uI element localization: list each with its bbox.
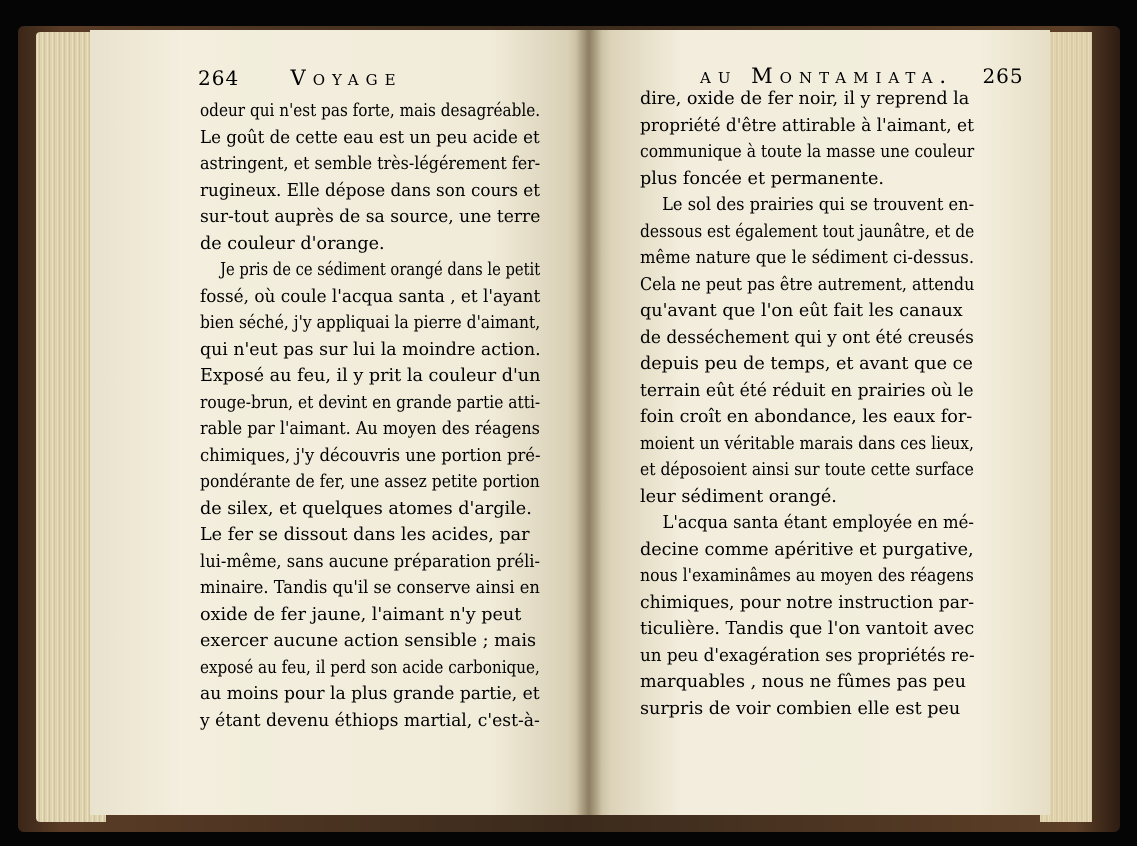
text-line: astringent, et semble très-légérement fer- bbox=[200, 154, 541, 174]
text-line: y étant devenu éthiops martial, c'est-à- bbox=[200, 710, 540, 731]
text-line: decine comme apéritive et purgative, bbox=[640, 539, 974, 560]
text-line: Exposé au feu, il y prit la couleur d'un bbox=[200, 366, 541, 386]
text-line: chimiques, pour notre instruction par- bbox=[640, 592, 975, 613]
text-line: de couleur d'orange. bbox=[200, 233, 385, 254]
text-line: dire, oxide de fer noir, il y reprend la bbox=[640, 89, 970, 109]
text-line: Cela ne peut pas être autrement, attendu bbox=[640, 274, 975, 295]
text-line: communique à toute la masse une couleur bbox=[640, 142, 975, 162]
text-line: marquables , nous ne fûmes pas peu bbox=[640, 672, 966, 692]
text-line: dessous est également tout jaunâtre, et de bbox=[640, 221, 975, 242]
text-line: bien séché, j'y appliquai la pierre d'aimant, bbox=[200, 313, 541, 333]
right-page-body bbox=[640, 86, 974, 722]
text-line: qui n'eut pas sur lui la moindre action. bbox=[200, 339, 541, 360]
text-line: de desséchement qui y ont été creusés bbox=[640, 327, 974, 348]
text-line: sur-tout auprès de sa source, une terre bbox=[200, 207, 541, 227]
text-line: pondérante de fer, une assez petite portion bbox=[200, 472, 540, 492]
right-page-header bbox=[700, 64, 1024, 88]
text-line: depuis peu de temps, et avant que ce bbox=[640, 354, 973, 374]
text-line: foin croît en abondance, les eaux for- bbox=[640, 407, 973, 427]
text-line: Le sol des prairies qui se trouvent en- bbox=[662, 195, 975, 215]
text-line: rugineux. Elle dépose dans son cours et bbox=[200, 180, 541, 201]
text-line: Le goût de cette eau est un peu acide et bbox=[200, 127, 540, 148]
text-line: un peu d'exagération ses propriétés re- bbox=[640, 645, 975, 666]
text-line: terrain eût été réduit en prairies où le bbox=[640, 380, 974, 401]
text-line: Le fer se dissout dans les acides, par bbox=[200, 525, 530, 545]
text-line: nous l'examinâmes au moyen des réagens bbox=[640, 566, 974, 586]
text-line: leur sédiment orangé. bbox=[640, 486, 837, 507]
text-line: fossé, où coule l'acqua santa , et l'ayant bbox=[200, 286, 541, 307]
text-line: ticulière. Tandis que l'on vantoit avec bbox=[640, 619, 975, 639]
text-line: au moins pour la plus grande partie, et bbox=[200, 684, 540, 704]
text-line: propriété d'être attirable à l'aimant, et bbox=[640, 115, 974, 136]
text-line: et déposoient ainsi sur toute cette surface bbox=[640, 460, 974, 480]
text-line: qu'avant que l'on eût fait les canaux bbox=[640, 301, 963, 321]
text-line: oxide de fer jaune, l'aimant n'y peut bbox=[200, 604, 522, 625]
text-line: surpris de voir combien elle est peu bbox=[640, 698, 961, 719]
text-line: moient un véritable marais dans ces lieux, bbox=[640, 433, 975, 454]
right-page-number: 265 bbox=[982, 64, 1024, 88]
text-line: rable par l'aimant. Au moyen des réagens bbox=[200, 419, 540, 439]
text-line: Je pris de ce sédiment orangé dans le petit bbox=[220, 260, 541, 280]
text-line: minaire. Tandis qu'il se conserve ainsi en bbox=[200, 578, 540, 598]
text-line: lui-même, sans aucune préparation préli- bbox=[200, 551, 540, 572]
text-line: plus foncée et permanente. bbox=[640, 168, 885, 189]
text-line: odeur qui n'est pas forte, mais desagréable. bbox=[200, 101, 541, 121]
book-gutter bbox=[576, 30, 602, 815]
text-line: chimiques, j'y découvris une portion pré- bbox=[200, 445, 541, 466]
left-page-number: 264 bbox=[198, 66, 240, 90]
text-line: exercer aucune action sensible ; mais bbox=[200, 631, 536, 651]
text-line: exposé au feu, il perd son acide carbonique, bbox=[200, 657, 540, 678]
right-running-head: au Montamiata. bbox=[700, 64, 954, 88]
text-line: rouge-brun, et devint en grande partie atti- bbox=[200, 392, 541, 413]
left-page-header bbox=[198, 66, 403, 90]
text-line: même nature que le sédiment ci-dessus. bbox=[640, 248, 975, 268]
left-page-body bbox=[200, 98, 540, 734]
text-line: L'acqua santa étant employée en mé- bbox=[662, 513, 974, 533]
left-running-head: Voyage bbox=[290, 66, 403, 90]
text-line: de silex, et quelques atomes d'argile. bbox=[200, 498, 532, 519]
